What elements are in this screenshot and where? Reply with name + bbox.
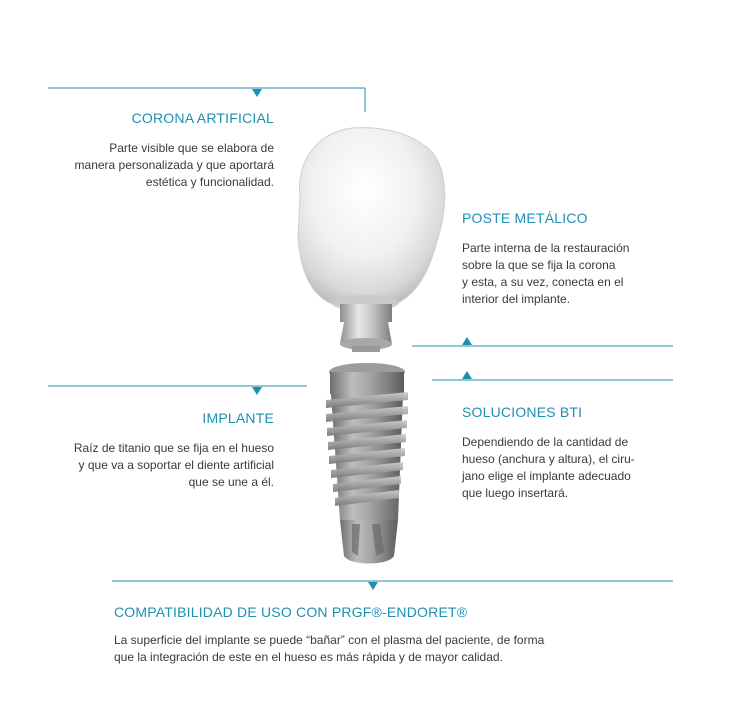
soluciones-title: SOLUCIONES BTI xyxy=(462,404,583,420)
soluciones-description: Dependiendo de la cantidad de hueso (anchura y altura), el ciru- jano elige el implante adecuado que luego insertará. xyxy=(462,435,635,500)
corona-description: Parte visible que se elabora de manera personalizada y que aportará estética y funcionalidad. xyxy=(74,141,274,189)
implante-title: IMPLANTE xyxy=(202,410,274,426)
abutment-shape xyxy=(340,304,392,352)
implant-screw-shape xyxy=(326,363,408,564)
compatibilidad-description: La superficie del implante se puede “bañar” con el plasma del paciente, de forma que la integración de este en el hueso es más rápida y de mayor calidad. xyxy=(114,633,545,664)
poste-description: Parte interna de la restauración sobre la que se fija la corona y esta, a su vez, conecta en el interior del implante. xyxy=(462,241,630,306)
implante-description: Raíz de titanio que se fija en el hueso y que va a soportar el diente artificial que se une a él. xyxy=(73,441,274,489)
compatibilidad-title: COMPATIBILIDAD DE USO CON PRGF®-ENDORET® xyxy=(114,604,468,620)
poste-title: POSTE METÁLICO xyxy=(462,210,588,226)
corona-title: CORONA ARTIFICIAL xyxy=(131,110,274,126)
crown-shape xyxy=(298,128,445,311)
